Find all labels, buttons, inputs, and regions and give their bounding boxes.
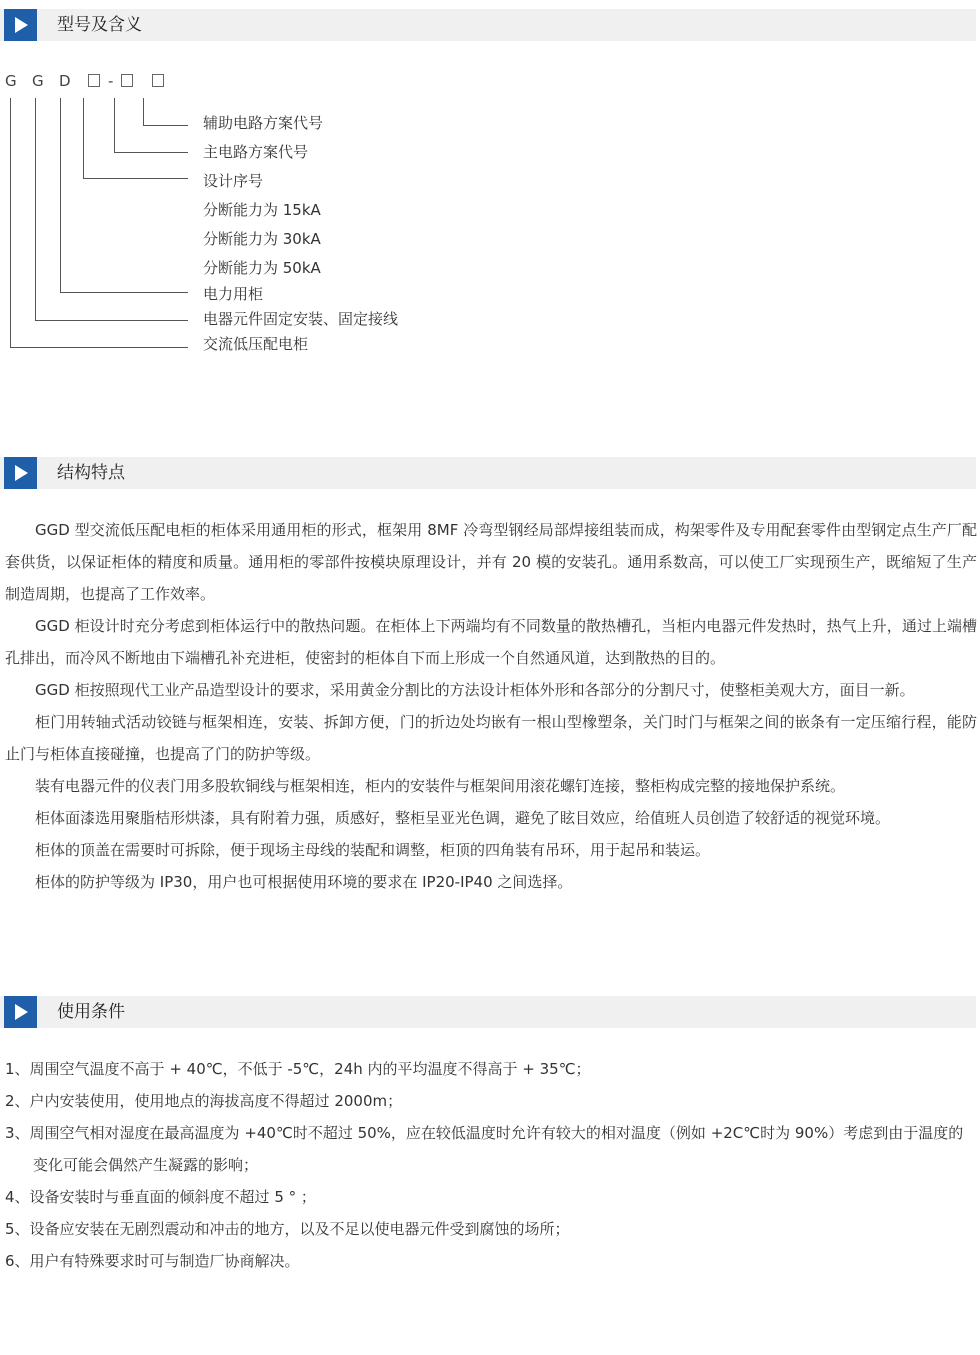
- model-label: 辅助电路方案代号: [203, 114, 324, 132]
- structure-text: [5, 514, 977, 898]
- model-label: 分断能力为 30kA: [203, 230, 321, 248]
- condition-item: 5、设备应安装在无剧烈震动和冲击的地方，以及不足以使电器元件受到腐蚀的场所；: [5, 1220, 570, 1238]
- model-label: 电器元件固定安装、固定接线: [203, 310, 399, 328]
- condition-item: 2、户内安装使用，使用地点的海拔高度不得超过 2000m；: [5, 1092, 403, 1110]
- model-label: 分断能力为 15kA: [203, 201, 321, 219]
- play-icon: [4, 457, 37, 489]
- model-code-tree: [0, 0, 980, 400]
- code-letter: G: [32, 72, 44, 90]
- condition-item: 1、周围空气温度不高于 + 40℃，不低于 -5℃，24h 内的平均温度不得高于 + 35℃；: [5, 1060, 591, 1078]
- conditions-list: [5, 1053, 977, 1277]
- condition-item: 3、周围空气相对湿度在最高温度为 +40℃时不超过 50%，应在较低温度时允许有较大的相对温度（例如 +2C℃时为 90%）考虑到由于温度的变化可能会偶然产生凝露的影响；: [5, 1124, 964, 1174]
- condition-item: 6、用户有特殊要求时可与制造厂协商解决。: [5, 1252, 300, 1270]
- code-letter: D: [59, 72, 71, 90]
- model-label: 设计序号: [203, 172, 264, 190]
- code-separator: -: [108, 72, 114, 90]
- paragraph: 柜体的顶盖在需要时可拆除，便于现场主母线的装配和调整，柜顶的四角装有吊环，用于起吊和装运。: [35, 841, 711, 859]
- paragraph: 柜体的防护等级为 IP30，用户也可根据使用环境的要求在 IP20-IP40 之间选择。: [35, 873, 573, 891]
- condition-item: 4、设备安装时与垂直面的倾斜度不超过 5 ° ；: [5, 1188, 316, 1206]
- section-title: 型号及含义: [57, 15, 142, 35]
- paragraph: GGD 柜按照现代工业产品造型设计的要求，采用黄金分割比的方法设计柜体外形和各部分的分割尺寸，使整柜美观大方，面目一新。: [35, 681, 915, 699]
- code-letter: G: [5, 72, 17, 90]
- section-title: 使用条件: [57, 1002, 125, 1022]
- paragraph: GGD 柜设计时充分考虑到柜体运行中的散热问题。在柜体上下两端均有不同数量的散热槽孔，当柜内电器元件发热时，热气上升，通过上端槽孔排出，而冷风不断地由下端槽孔补充进柜，使密封的柜体自下而上形成一个自然通风道，达到散热的目的。: [5, 617, 977, 667]
- model-label: 电力用柜: [203, 285, 264, 303]
- section-title: 结构特点: [57, 463, 125, 483]
- paragraph: 柜体面漆选用聚脂桔形烘漆，具有附着力强，质感好，整柜呈亚光色调，避免了眩目效应，给值班人员创造了较舒适的视觉环境。: [35, 809, 891, 827]
- section-header-conditions: [0, 996, 976, 1028]
- model-label: 分断能力为 50kA: [203, 259, 321, 277]
- play-icon: [4, 996, 37, 1028]
- paragraph: GGD 型交流低压配电柜的柜体采用通用柜的形式，框架用 8MF 冷弯型钢经局部焊接组装而成，构架零件及专用配套零件由型钢定点生产厂配套供货，以保证柜体的精度和质量。通用柜的零部件按模块原理设计，并有 20 模的安装孔。通用系数高，可以使工厂实现预生产，既缩短了生产制造周期，也提高了工作效率。: [5, 521, 977, 603]
- model-label: 主电路方案代号: [203, 143, 309, 161]
- section-header-structure: [0, 457, 976, 489]
- paragraph: 柜门用转轴式活动铰链与框架相连，安装、拆卸方便，门的折边处均嵌有一根山型橡塑条，关门时门与框架之间的嵌条有一定压缩行程，能防止门与柜体直接碰撞，也提高了门的防护等级。: [5, 713, 977, 763]
- model-label: 交流低压配电柜: [203, 335, 309, 353]
- paragraph: 装有电器元件的仪表门用多股软铜线与框架相连，柜内的安装件与框架间用滚花螺钉连接，整柜构成完整的接地保护系统。: [35, 777, 846, 795]
